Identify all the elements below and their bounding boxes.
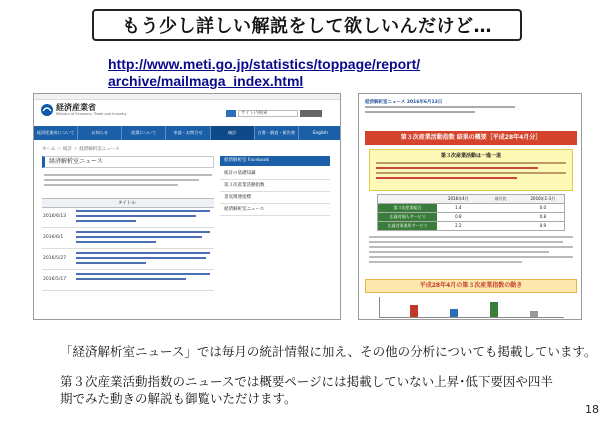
nav-news[interactable]: お知らせ — [78, 126, 122, 140]
side-item-basics[interactable]: 統計の基礎知識 — [220, 168, 330, 180]
meti-logo-icon — [40, 102, 54, 116]
nav-reports[interactable]: 白書・調査・報告書 — [255, 126, 299, 140]
table-row[interactable] — [42, 228, 214, 249]
paragraph-1: 「経済解析室ニュース」では毎月の統計情報に加え、その他の分析についても掲載しています。 — [60, 344, 597, 359]
row-date: 2016/5/17 — [43, 277, 67, 282]
page-number: 18 — [585, 403, 599, 416]
table-row — [377, 204, 565, 213]
breadcrumb: ホーム ＞ 統計 ＞ 経済解析室ニュース — [42, 147, 120, 152]
body-text-lines — [369, 236, 573, 266]
row-date: 2016/6/13 — [43, 214, 67, 219]
intro-text — [44, 174, 212, 189]
side-menu — [220, 156, 330, 216]
nav-about[interactable]: 経済産業省について — [34, 126, 78, 140]
chart-title: 平成28年4月の第３次産業指数の動き — [365, 279, 577, 293]
news-detail-screenshot — [358, 93, 582, 320]
site-logo-subtitle: Ministry of Economy, Trade and Industry — [56, 112, 127, 116]
nav-contact[interactable]: 申請・お問合せ — [166, 126, 210, 140]
table-row[interactable] — [42, 207, 214, 228]
row-label: 広義対事業所サービス — [378, 222, 437, 230]
top-utility-bar — [34, 94, 341, 100]
table-header-title: タイトル — [118, 201, 136, 206]
meti-site-screenshot — [33, 93, 341, 320]
site-logo-text: 経済産業省 — [56, 103, 96, 112]
cell-value: 1.4 — [455, 205, 462, 210]
search-button[interactable] — [300, 110, 322, 117]
paragraph-2-line2: 期でみた動きの解説も御覧いただけます。 — [60, 391, 297, 406]
row-date: 2016/6/1 — [43, 235, 64, 240]
url-link-line1[interactable]: http://www.meti.go.jp/statistics/toppage/report/ — [108, 56, 421, 72]
cell-value: 2.2 — [455, 223, 462, 228]
cell-value: 0.0 — [539, 205, 547, 210]
news-table — [42, 207, 214, 291]
main-nav — [34, 126, 341, 140]
row-label: 広義対個人サービス — [378, 213, 437, 221]
side-item-indicators[interactable]: 景気関連指標 — [220, 192, 330, 204]
summary-headline: 第３次産業活動は一進一退 — [440, 153, 501, 159]
row-label: 第３次産業総合 — [378, 204, 437, 212]
page-heading: 経済解析室ニュース — [42, 156, 214, 168]
table-row[interactable] — [42, 249, 214, 270]
summary-box — [369, 149, 573, 191]
cell-value: 0.9 — [539, 223, 547, 228]
col-q1: 2016年1-3月 — [530, 196, 556, 201]
nav-statistics[interactable]: 統計 — [211, 126, 255, 140]
col-mom: 前月比 — [494, 196, 507, 201]
search-input[interactable]: サイト内検索 — [238, 110, 298, 117]
url-link-line2[interactable]: archive/mailmaga_index.html — [108, 73, 304, 89]
summary-table — [377, 194, 565, 231]
search-icon[interactable] — [226, 110, 236, 117]
table-row — [377, 213, 565, 222]
side-item-tertiary-index[interactable]: 第３次産業活動指数 — [220, 180, 330, 192]
col-april: 2016年4月 — [447, 196, 469, 201]
table-row — [377, 222, 565, 231]
cell-value: 0.8 — [455, 214, 462, 219]
side-item-facebook[interactable]: 経済解析室 Facebook — [220, 156, 330, 166]
paragraph-2-line1: 第３次産業活動指数のニュースでは概要ページには掲載していない上昇･低下要因や四半 — [60, 374, 553, 389]
summary-banner: 第３次産業活動指数 結果の概要［平成28年4月分］ — [365, 131, 577, 145]
slide-title-text: もう少し詳しい解説をして欲しいんだけど… — [122, 16, 492, 37]
nav-policy[interactable]: 政策について — [122, 126, 166, 140]
cell-value: 0.8 — [539, 214, 547, 219]
row-date: 2016/5/27 — [43, 256, 67, 261]
side-item-news[interactable]: 経済解析室ニュース — [220, 204, 330, 216]
slide-title — [92, 9, 522, 41]
table-row[interactable] — [42, 270, 214, 291]
chart-area — [379, 297, 564, 318]
nav-english[interactable]: English — [312, 130, 328, 135]
table-header-row — [377, 194, 565, 204]
news-header: 経済解析室ニュース 2016年6月13日 — [365, 100, 443, 105]
